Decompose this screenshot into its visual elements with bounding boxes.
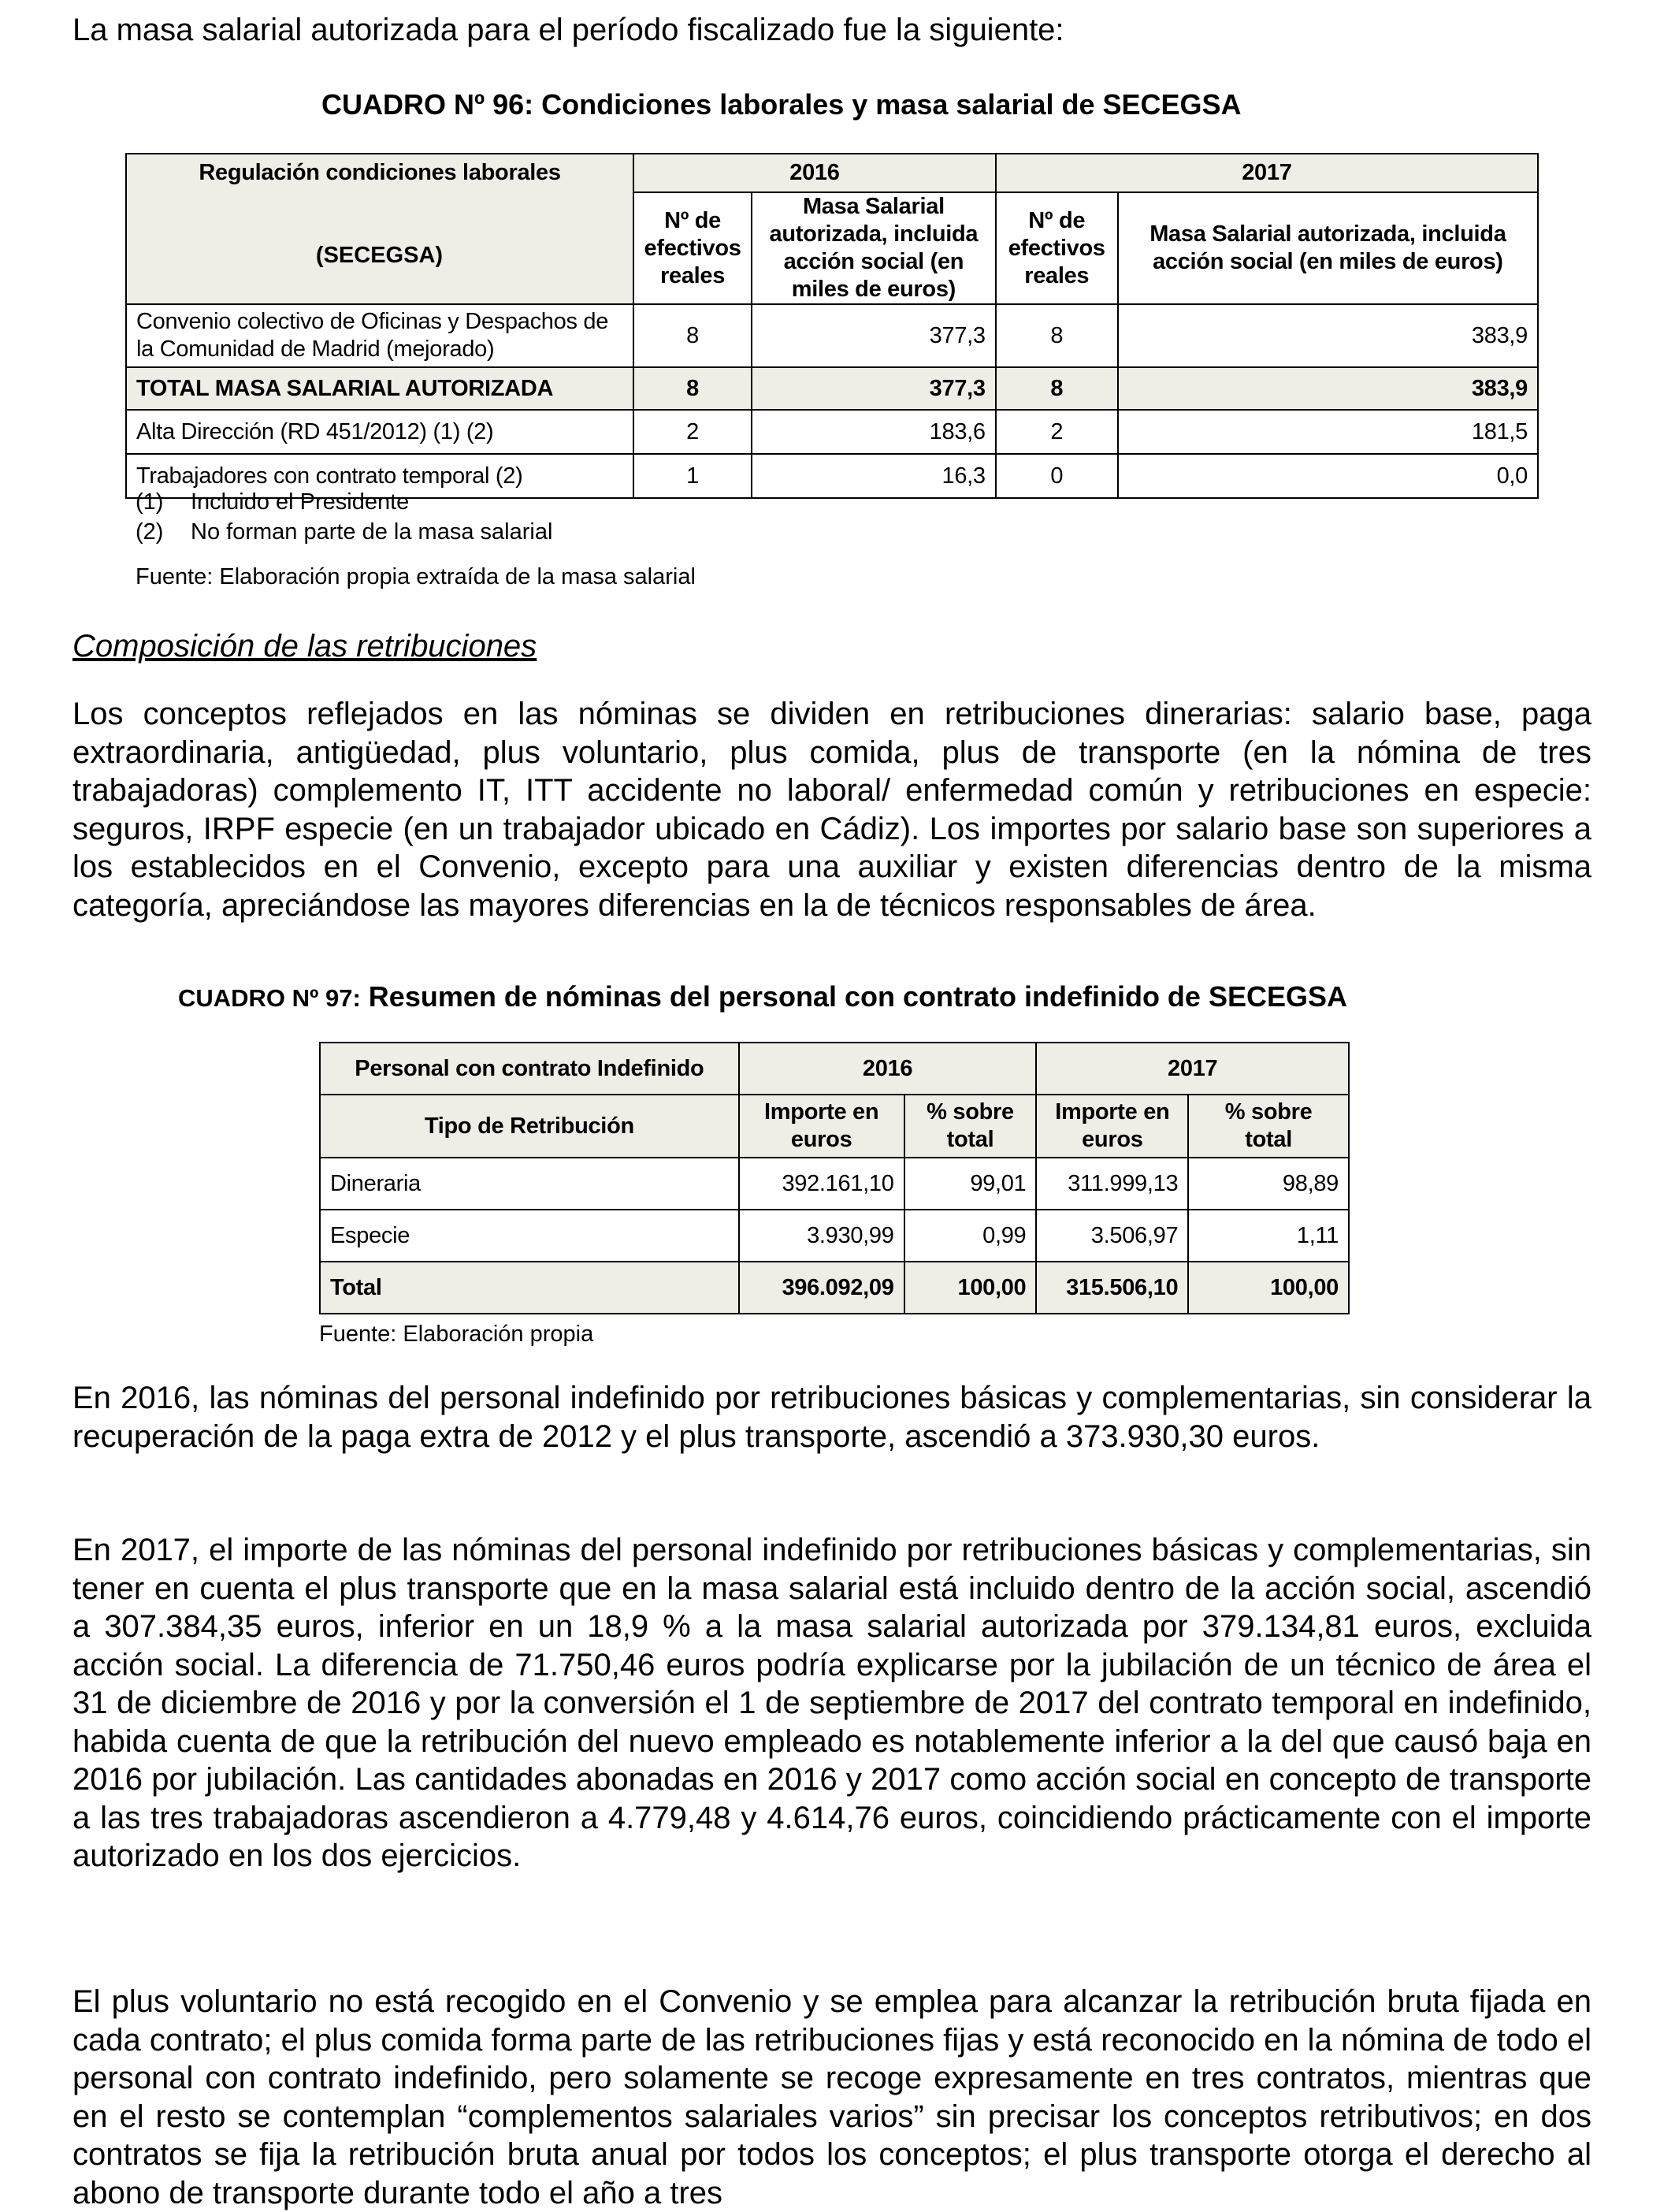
table97-header-importe-2017: Importe en euros [1036, 1095, 1188, 1158]
table97-title-main: Resumen de nóminas del personal con contrato indefinido de SECEGSA [360, 980, 1347, 1013]
table-row [126, 410, 1538, 454]
cell-efectivos-2017: 8 [996, 367, 1118, 410]
table-row-total [320, 1262, 1349, 1314]
table97-header-personal: Personal con contrato Indefinido [320, 1043, 739, 1095]
table96-header-secegsa: (SECEGSA) [315, 243, 444, 268]
paragraph-4: El plus voluntario no está recogido en el Convenio y se emplea para alcanzar la retribución bruta fijada en cada contrato; el plus comida forma parte de las retribuciones fijas y está reconocido en la nómina de todo el personal con contrato indefinido, pero solamente se recoge expresamente en tres contratos, mientras que en el resto se contemplan “complementos salariales varios” sin precisar los conceptos retributivos; en dos contratos se fija la retribución bruta anual por todos los conceptos; el plus transporte otorga el derecho al abono de transporte durante todo el año a tres [72, 1984, 1591, 2210]
table96-header-regulacion [126, 154, 633, 304]
cell-efectivos-2016: 8 [633, 367, 752, 410]
table96-header-year-2016: 2016 [633, 154, 996, 192]
table97-title [178, 980, 1347, 1013]
table97-source: Fuente: Elaboración propia [319, 1322, 594, 1347]
cell-importe-2016: 3.930,99 [739, 1210, 904, 1262]
table97-header-year-2017: 2017 [1036, 1043, 1349, 1095]
intro-paragraph: La masa salarial autorizada para el período fiscalizado fue la siguiente: [72, 13, 1064, 47]
table96-header-masa-2016: Masa Salarial autorizada, incluida acción social (en miles de euros) [752, 192, 996, 304]
cell-pct-2016: 0,99 [904, 1210, 1037, 1262]
table97-header-pct-2017: % sobre total [1188, 1095, 1349, 1158]
paragraph-2: En 2016, las nóminas del personal indefinido por retribuciones básicas y complementarias, sin considerar la recuperación de la paga extra de 2012 y el plus transporte, ascendió a 373.930,30 euros. [72, 1381, 1591, 1454]
cell-masa-2017: 181,5 [1118, 410, 1538, 454]
row-label: Trabajadores con contrato temporal (2) [126, 454, 633, 498]
table97 [319, 1042, 1350, 1314]
cell-importe-2017: 315.506,10 [1036, 1262, 1188, 1314]
row-label: Dineraria [320, 1158, 739, 1210]
table-row [126, 304, 1538, 367]
cell-pct-2017: 1,11 [1188, 1210, 1349, 1262]
table96-header-masa-2017: Masa Salarial autorizada, incluida acción social (en miles de euros) [1118, 192, 1538, 304]
cell-efectivos-2017: 8 [996, 304, 1118, 367]
note-index: (2) [136, 519, 164, 545]
note-text: Incluido el Presidente [191, 489, 410, 515]
cell-efectivos-2017: 2 [996, 410, 1118, 454]
cell-masa-2017: 383,9 [1118, 304, 1538, 367]
cell-masa-2016: 183,6 [752, 410, 996, 454]
cell-pct-2017: 98,89 [1188, 1158, 1349, 1210]
cell-masa-2016: 16,3 [752, 454, 996, 498]
row-label: Alta Dirección (RD 451/2012) (1) (2) [126, 410, 633, 454]
cell-importe-2017: 3.506,97 [1036, 1210, 1188, 1262]
table-row [320, 1158, 1349, 1210]
paragraph-1: Los conceptos reflejados en las nóminas se dividen en retribuciones dinerarias: salario base, paga extraordinaria, antigüedad, plus voluntario, plus comida, plus de transporte (en la nómina de tres trabajadoras) complemento IT, ITT accidente no laboral/ enfermedad común y retribuciones en especie: seguros, IRPF especie (en un trabajador ubicado en Cádiz). Los importes por salario base son superiores a los establecidos en el Convenio, excepto para una auxiliar y existen diferencias dentro de la misma categoría, apreciándose las mayores diferencias en la de técnicos responsables de área. [72, 697, 1591, 923]
table96-title: CUADRO Nº 96: Condiciones laborales y masa salarial de SECEGSA [321, 88, 1242, 121]
table97-title-prefix: CUADRO Nº 97: [178, 984, 361, 1012]
table97-header-importe-2016: Importe en euros [739, 1095, 904, 1158]
row-label: Convenio colectivo de Oficinas y Despachos de la Comunidad de Madrid (mejorado) [126, 304, 633, 367]
cell-masa-2017: 0,0 [1118, 454, 1538, 498]
cell-importe-2016: 396.092,09 [739, 1262, 904, 1314]
cell-efectivos-2016: 2 [633, 410, 752, 454]
note-text: No forman parte de la masa salarial [191, 519, 553, 545]
table96-source: Fuente: Elaboración propia extraída de la masa salarial [136, 564, 696, 589]
table-row-total [126, 367, 1538, 410]
table96-header-efectivos-2017: Nº de efectivos reales [996, 192, 1118, 304]
table96-header-year-2017: 2017 [996, 154, 1538, 192]
header-reg-line1: Regulación condiciones laborales [199, 160, 561, 185]
cell-masa-2017: 383,9 [1118, 367, 1538, 410]
cell-masa-2016: 377,3 [752, 367, 996, 410]
table97-header-year-2016: 2016 [739, 1043, 1037, 1095]
cell-masa-2016: 377,3 [752, 304, 996, 367]
table96-header-efectivos-2016: Nº de efectivos reales [633, 192, 752, 304]
table-row [320, 1210, 1349, 1262]
section-heading: Composición de las retribuciones [72, 629, 537, 664]
row-label: TOTAL MASA SALARIAL AUTORIZADA [126, 367, 633, 410]
note-index: (1) [136, 489, 164, 515]
table96-note-1 [136, 487, 409, 517]
row-label: Total [320, 1262, 739, 1314]
table96 [125, 153, 1539, 499]
table97-header-tipo: Tipo de Retribución [320, 1095, 739, 1158]
row-label: Especie [320, 1210, 739, 1262]
cell-importe-2017: 311.999,13 [1036, 1158, 1188, 1210]
paragraph-3: En 2017, el importe de las nóminas del personal indefinido por retribuciones básicas y complementarias, sin tener en cuenta el plus transporte que en la masa salarial está incluido dentro de la acción social, ascendió a 307.384,35 euros, inferior en un 18,9 % a la masa salarial autorizada por 379.134,81 euros, excluida acción social. La diferencia de 71.750,46 euros podría explicarse por la jubilación de un técnico de área el 31 de diciembre de 2016 y por la conversión el 1 de septiembre de 2017 del contrato temporal en indefinido, habida cuenta de que la retribución del nuevo empleado es notablemente inferior a la del que causó baja en 2016 por jubilación. Las cantidades abonadas en 2016 y 2017 como acción social en concepto de transporte a las tres trabajadoras ascendieron a 4.779,48 y 4.614,76 euros, coincidiendo prácticamente con el importe autorizado en los dos ejercicios. [72, 1533, 1591, 1873]
cell-pct-2016: 99,01 [904, 1158, 1037, 1210]
table97-header-pct-2016: % sobre total [904, 1095, 1037, 1158]
cell-pct-2017: 100,00 [1188, 1262, 1349, 1314]
cell-efectivos-2017: 0 [996, 454, 1118, 498]
table96-note-2 [136, 517, 552, 547]
cell-importe-2016: 392.161,10 [739, 1158, 904, 1210]
cell-efectivos-2016: 1 [633, 454, 752, 498]
cell-efectivos-2016: 8 [633, 304, 752, 367]
cell-pct-2016: 100,00 [904, 1262, 1037, 1314]
